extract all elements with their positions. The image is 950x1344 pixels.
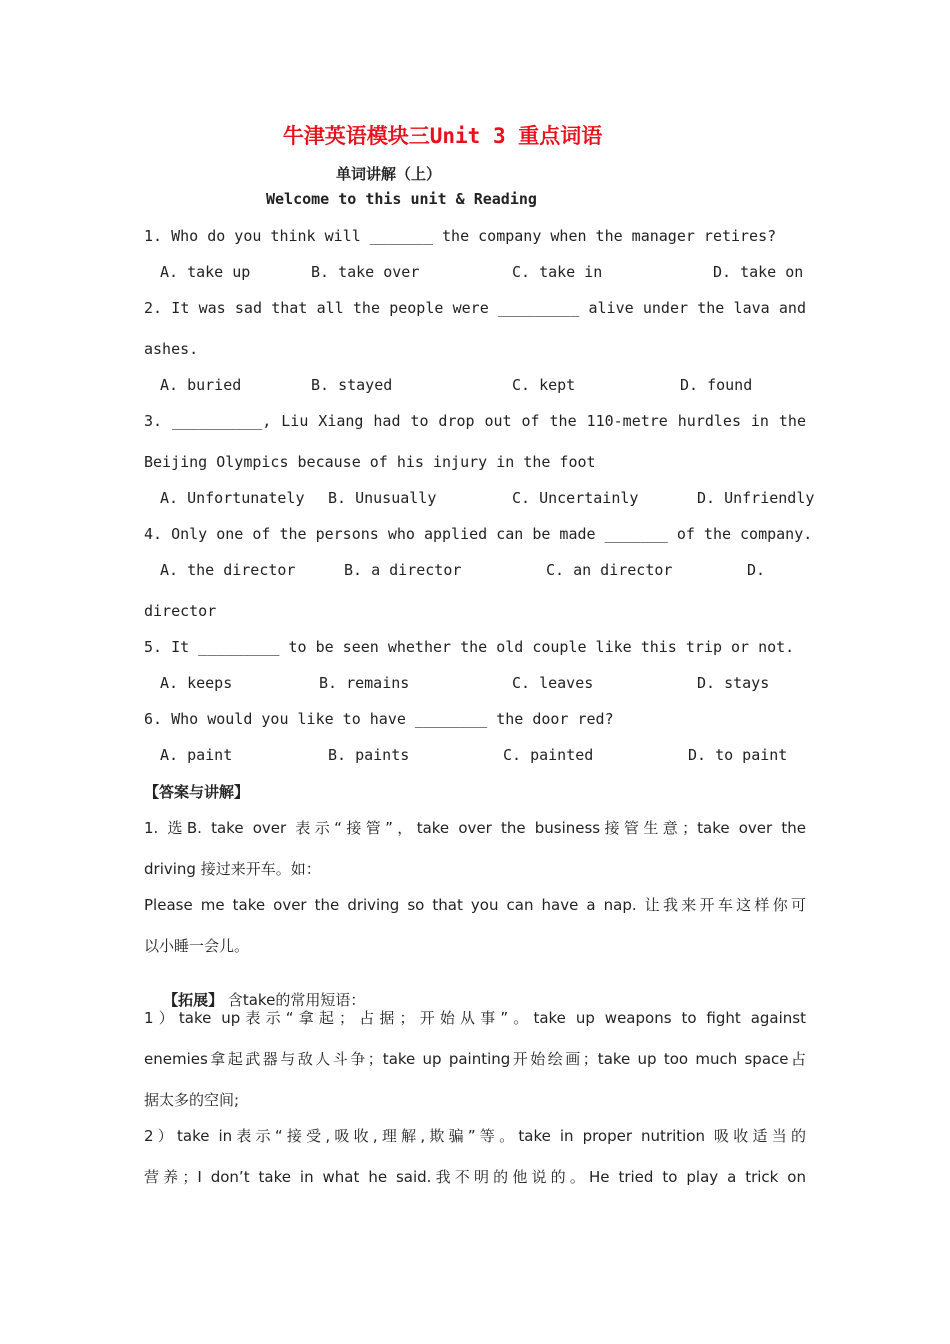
question-4-option-d: D. bbox=[747, 561, 766, 579]
answer-line: 1. 选B. take over 表示“接管”，take over the business接管生意；take over the bbox=[144, 819, 806, 837]
question-6-option-b: B. paints bbox=[328, 746, 410, 764]
extension-line: 据太多的空间; bbox=[144, 1091, 240, 1109]
question-5-stem: 5. It _________ to be seen whether the old couple like this trip or not. bbox=[144, 638, 795, 656]
page-title: 牛津英语模块三Unit 3 重点词语 bbox=[282, 124, 603, 148]
section-subtitle-cn: 单词讲解（上） bbox=[336, 165, 442, 183]
question-3-option-a: A. Unfortunately bbox=[160, 489, 305, 507]
question-1-option-c: C. take in bbox=[512, 263, 603, 281]
section-subtitle-en: Welcome to this unit & Reading bbox=[266, 190, 537, 208]
question-2-option-a: A. buried bbox=[160, 376, 242, 394]
question-4-option-b: B. a director bbox=[344, 561, 462, 579]
extension-line: 营养；I don’t take in what he said.我不明的他说的。He tried to play a trick on bbox=[144, 1168, 806, 1186]
question-1-option-a: A. take up bbox=[160, 263, 251, 281]
question-1-stem: 1. Who do you think will _______ the company when the manager retires? bbox=[144, 227, 777, 245]
question-1-option-d: D. take on bbox=[713, 263, 804, 281]
question-5-option-b: B. remains bbox=[319, 674, 410, 692]
question-3-stem-cont: Beijing Olympics because of his injury in the foot bbox=[144, 453, 596, 471]
question-2-option-d: D. found bbox=[680, 376, 753, 394]
extension-heading: 【拓展】 bbox=[163, 991, 224, 1009]
answer-line: Please me take over the driving so that you can have a nap. 让我来开车这样你可 bbox=[144, 896, 806, 914]
question-1-option-b: B. take over bbox=[311, 263, 420, 281]
question-3-option-b: B. Unusually bbox=[328, 489, 437, 507]
question-2-option-c: C. kept bbox=[512, 376, 576, 394]
question-4-option-a: A. the director bbox=[160, 561, 296, 579]
answer-line: 以小睡一会儿。 bbox=[144, 937, 250, 955]
question-5-option-a: A. keeps bbox=[160, 674, 233, 692]
question-4-stem: 4. Only one of the persons who applied can be made _______ of the company. bbox=[144, 525, 813, 543]
question-3-stem: 3. __________, Liu Xiang had to drop out of the 110-metre hurdles in the bbox=[144, 412, 806, 430]
question-5-option-d: D. stays bbox=[697, 674, 770, 692]
extension-line: 1）take up表示“拿起；占据；开始从事”。take up weapons to fight against bbox=[144, 1009, 806, 1027]
extension-intro: 含take的常用短语： bbox=[223, 991, 366, 1009]
question-2-option-b: B. stayed bbox=[311, 376, 393, 394]
question-4-option-c: C. an director bbox=[546, 561, 673, 579]
question-3-option-c: C. Uncertainly bbox=[512, 489, 639, 507]
question-6-option-d: D. to paint bbox=[688, 746, 788, 764]
extension-line: enemies拿起武器与敌人斗争；take up painting开始绘画；take up too much space占 bbox=[144, 1050, 806, 1068]
question-3-option-d: D. Unfriendly bbox=[697, 489, 815, 507]
question-6-option-c: C. painted bbox=[503, 746, 594, 764]
question-6-stem: 6. Who would you like to have ________ the door red? bbox=[144, 710, 614, 728]
question-6-option-a: A. paint bbox=[160, 746, 233, 764]
question-2-stem-cont: ashes. bbox=[144, 340, 199, 358]
question-5-option-c: C. leaves bbox=[512, 674, 594, 692]
answer-line: driving 接过来开车。如： bbox=[144, 860, 321, 878]
answers-heading: 【答案与讲解】 bbox=[144, 783, 250, 801]
question-4-option-d-text: director bbox=[144, 602, 217, 620]
extension-line: 2）take in表示“接受,吸收,理解,欺骗”等。take in proper nutrition 吸收适当的 bbox=[144, 1127, 806, 1145]
question-2-stem: 2. It was sad that all the people were _________ alive under the lava and bbox=[144, 299, 806, 317]
